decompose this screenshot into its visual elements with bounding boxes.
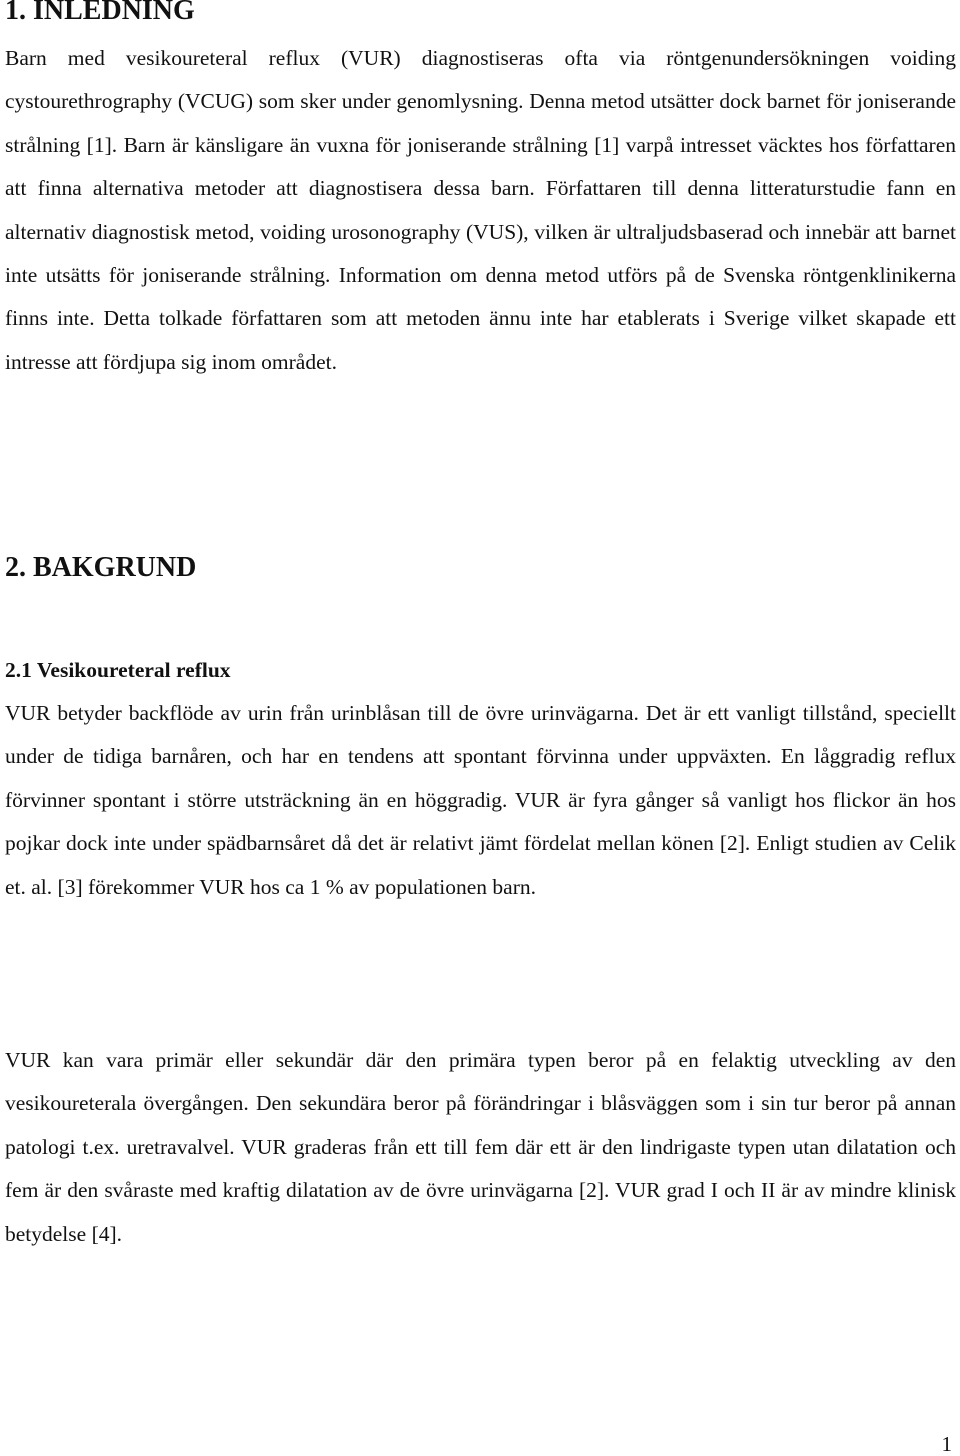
section-heading-inledning: 1. INLEDNING: [5, 0, 195, 26]
paragraph-vur-types: VUR kan vara primär eller sekundär där den primära typen beror på en felaktig utveckling av den vesikoureterala övergången. Den sekundära beror på förändringar i blåsväggen som i sin tur beror på annan patologi t.ex. uretravalvel. VUR graderas från ett till fem där ett är den lindrigaste typen utan dilatation och fem är den svåraste med kraftig dilatation av de övre urinvägarna [2]. VUR grad I och II är av mindre klinisk betydelse [4].: [5, 1048, 956, 1246]
paragraph-vur-definition: VUR betyder backflöde av urin från urinblåsan till de övre urinvägarna. Det är ett vanligt tillstånd, speciellt under de tidiga barnåren, och har en tendens att spontant förvinna under uppväxten. En låggradig reflux förvinner spontant i större utsträckning än en höggradig. VUR är fyra gånger så vanligt hos flickor än hos pojkar dock inte under spädbarnsåret då det är relativt jämt fördelat mellan könen [2]. Enligt studien av Celik et. al. [3] förekommer VUR hos ca 1 % av populationen barn.: [5, 701, 956, 899]
section-heading-bakgrund: 2. BAKGRUND: [5, 552, 197, 583]
subsection-heading-vesikoureteral-reflux: 2.1 Vesikoureteral reflux: [5, 658, 231, 682]
page-number: 1: [941, 1432, 952, 1456]
paragraph-inledning: Barn med vesikoureteral reflux (VUR) diagnostiseras ofta via röntgenundersökningen voiding cystourethrography (VCUG) som sker under genomlysning. Denna metod utsätter dock barnet för joniserande strålning [1]. Barn är känsligare än vuxna för joniserande strålning [1] varpå intresset väcktes hos författaren att finna alternativa metoder att diagnostisera dessa barn. Författaren till denna litteraturstudie fann en alternativ diagnostisk metod, voiding urosonography (VUS), vilken är ultraljudsbaserad och innebär att barnet inte utsätts för joniserande strålning. Information om denna metod utförs på de Svenska röntgenklinikerna finns inte. Detta tolkade författaren som att metoden ännu inte har etablerats i Sverige vilket skapade ett intresse att fördjupa sig inom området.: [5, 46, 956, 374]
